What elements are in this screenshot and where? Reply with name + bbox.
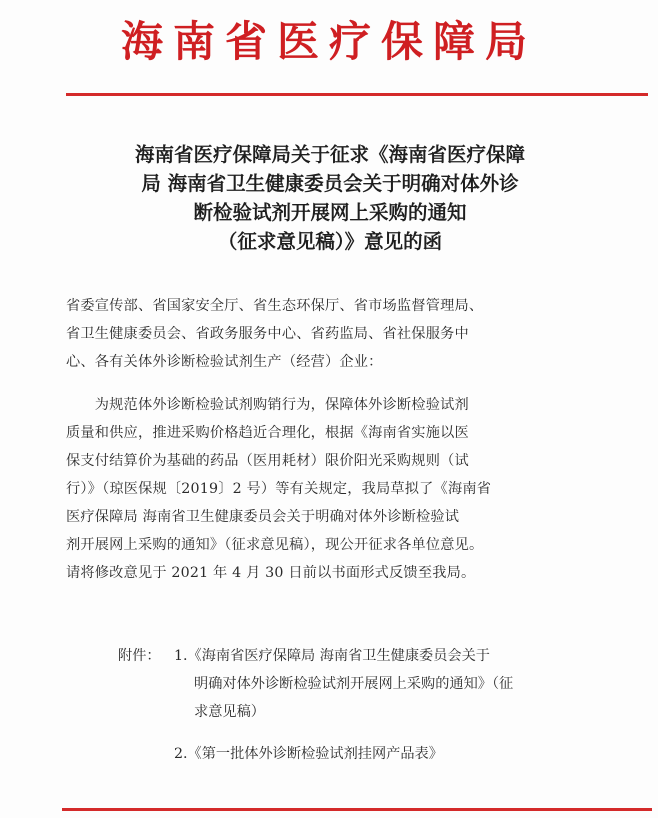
title-line: 海南省医疗保障局关于征求《海南省医疗保障 bbox=[134, 143, 525, 166]
letterhead-title: 海南省医疗保障局 bbox=[120, 17, 537, 66]
letterhead-divider bbox=[66, 93, 648, 96]
addressee-line: 省委宣传部、省国家安全厅、省生态环保厅、省市场监督管理局、 bbox=[66, 298, 484, 314]
paragraph-line: 剂开展网上采购的通知》（征求意见稿），现公开征求各单位意见。 bbox=[66, 537, 484, 553]
attachment-line: 求意见稿） bbox=[194, 704, 265, 720]
paragraph-line: 为规范体外诊断检验试剂购销行为，保障体外诊断检验试剂 bbox=[66, 397, 469, 413]
title-line: 局 海南省卫生健康委员会关于明确对体外诊 bbox=[141, 172, 519, 195]
attachment-item-2 bbox=[174, 740, 443, 768]
footer-divider bbox=[62, 808, 652, 811]
paragraph-line: 质量和供应，推进采购价格趋近合理化，根据《海南省实施以医 bbox=[66, 425, 469, 441]
addressee-line: 心、各有关体外诊断检验试剂生产（经营）企业： bbox=[66, 354, 383, 370]
paragraph-line: 保支付结算价为基础的药品（医用耗材）限价阳光采购规则（试 bbox=[66, 453, 469, 469]
paragraph-line: 医疗保障局 海南省卫生健康委员会关于明确对体外诊断检验试 bbox=[66, 509, 460, 525]
attachment-line: 2.《第一批体外诊断检验试剂挂网产品表》 bbox=[174, 746, 443, 762]
attachments-label: 附件： bbox=[118, 648, 161, 664]
addressee-line: 省卫生健康委员会、省政务服务中心、省药监局、省社保服务中 bbox=[66, 326, 469, 342]
attachment-item-1 bbox=[174, 642, 513, 726]
title-line: （征求意见稿）》意见的函 bbox=[217, 230, 443, 253]
addressee-list bbox=[66, 292, 586, 376]
attachment-line: 1.《海南省医疗保障局 海南省卫生健康委员会关于 bbox=[174, 648, 490, 664]
paragraph-line: 行）》（琼医保规〔2019〕2 号）等有关规定，我局草拟了《海南省 bbox=[66, 481, 492, 497]
paragraph-line: 请将修改意见于 2021 年 4 月 30 日前以书面形式反馈至我局。 bbox=[66, 565, 476, 581]
attachment-line: 明确对体外诊断检验试剂开展网上采购的通知》（征 bbox=[194, 676, 514, 692]
document-title bbox=[72, 140, 588, 256]
body-paragraph bbox=[66, 391, 586, 587]
title-line: 断检验试剂开展网上采购的通知 bbox=[193, 201, 467, 224]
